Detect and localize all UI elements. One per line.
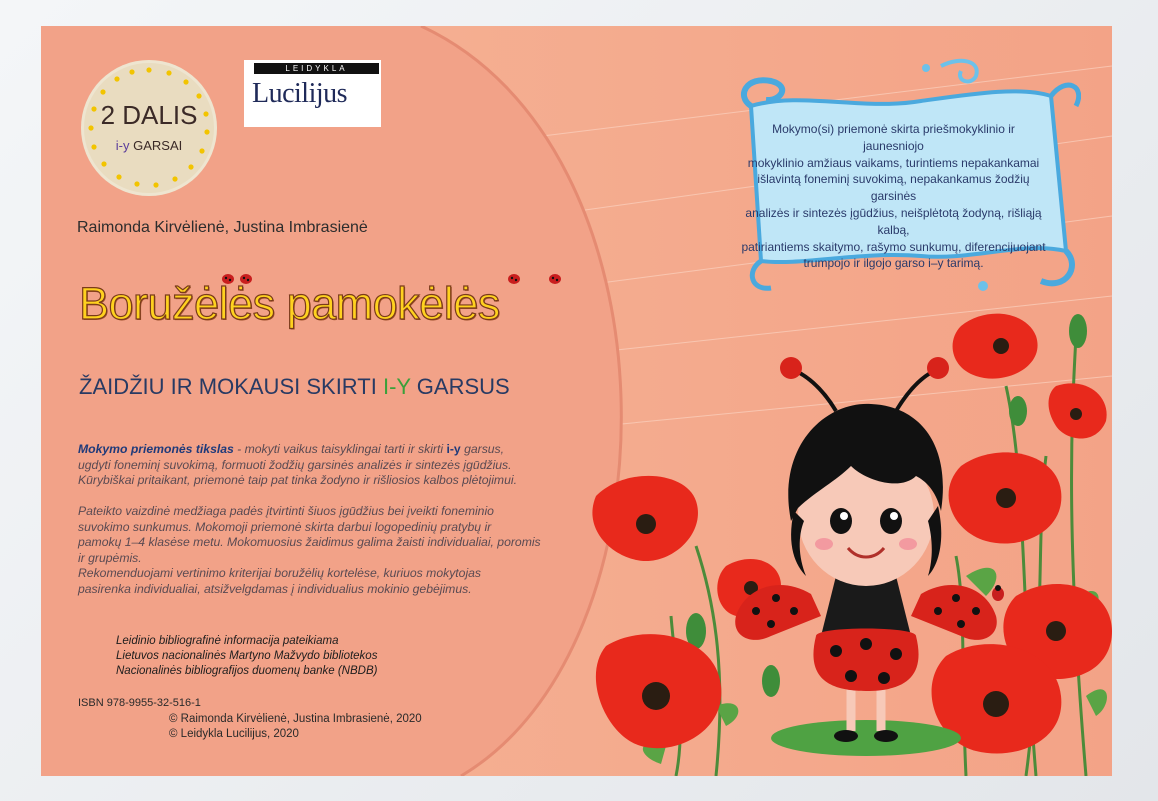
book-cover bbox=[41, 26, 1112, 776]
authors: Raimonda Kirvėlienė, Justina Imbrasienė bbox=[77, 219, 368, 236]
target-audience-text: Mokymo(si) priemonė skirta priešmokyklinio ir jaunesniojo mokyklinio amžiaus vaikams, turintiems nepakankamai išlavintą foneminį suvokimą, nepakankamus žodžių garsinės analizės ir sintezės įgūdžius, neišplėtotą žodyną, rišliąją kalbą, patiriantiems skaitymo, rašymo sunkumų, diferencijuojant trumpojo ir ilgojo garso i–y tarimą. bbox=[741, 122, 1046, 271]
ladybug-girl-illustration bbox=[566, 276, 1112, 776]
book-title: Boružėlės pamokėlės bbox=[79, 278, 500, 329]
description-purpose: Mokymo priemonės tikslas - mokyti vaikus taisyklingai tarti ir skirti i-y garsus, ugdyti foneminį suvokimą, formuoti žodžių garsinės analizės ir sintezės įgūdžius. Kūrybiškai pritaikant, priemonė taip pat tinka žodyno ir rišliosios kalbos plėtojimui. bbox=[78, 442, 517, 487]
publisher-logo bbox=[244, 60, 381, 127]
book-subtitle: ŽAIDŽIU IR MOKAUSI SKIRTI I-Y GARSUS bbox=[79, 374, 510, 399]
description-usage: Pateikto vaizdinė medžiaga padės įtvirtinti šiuos įgūdžius bei įveikti foneminio suvokimo sunkumus. Mokomoji priemonė skirta darbui logopedinių pratybų ir pamokų 1–4 klasėse metu. Mokomuosius žaidimus galima žaisti individualiai, poromis ir grupėmis. Rekomenduojami vertinimo kriterijai boružėlių kortelėse, kuriuos mokytojas pasirenka individualiai, atsižvelgdamas į individualius mokinio gebėjimus. bbox=[78, 504, 541, 596]
part-badge bbox=[81, 60, 217, 196]
isbn: ISBN 978-9955-32-516-1 bbox=[78, 697, 201, 709]
bibliography-note: Leidinio bibliografinė informacija pateikiama Lietuvos nacionalinės Martyno Mažvydo bibliotekos Nacionalinės bibliografijos duomenų banke (NBDB) bbox=[116, 635, 378, 677]
publisher-header: LEIDYKLA bbox=[254, 63, 379, 74]
copyright: © Raimonda Kirvėlienė, Justina Imbrasienė, 2020 © Leidykla Lucilijus, 2020 bbox=[169, 713, 422, 740]
badge-sounds-label: i-y GARSAI bbox=[115, 138, 183, 153]
ladybug-icon bbox=[507, 272, 567, 286]
publisher-name: Lucilijus bbox=[252, 78, 348, 109]
badge-part-label: 2 DALIS bbox=[100, 100, 198, 130]
